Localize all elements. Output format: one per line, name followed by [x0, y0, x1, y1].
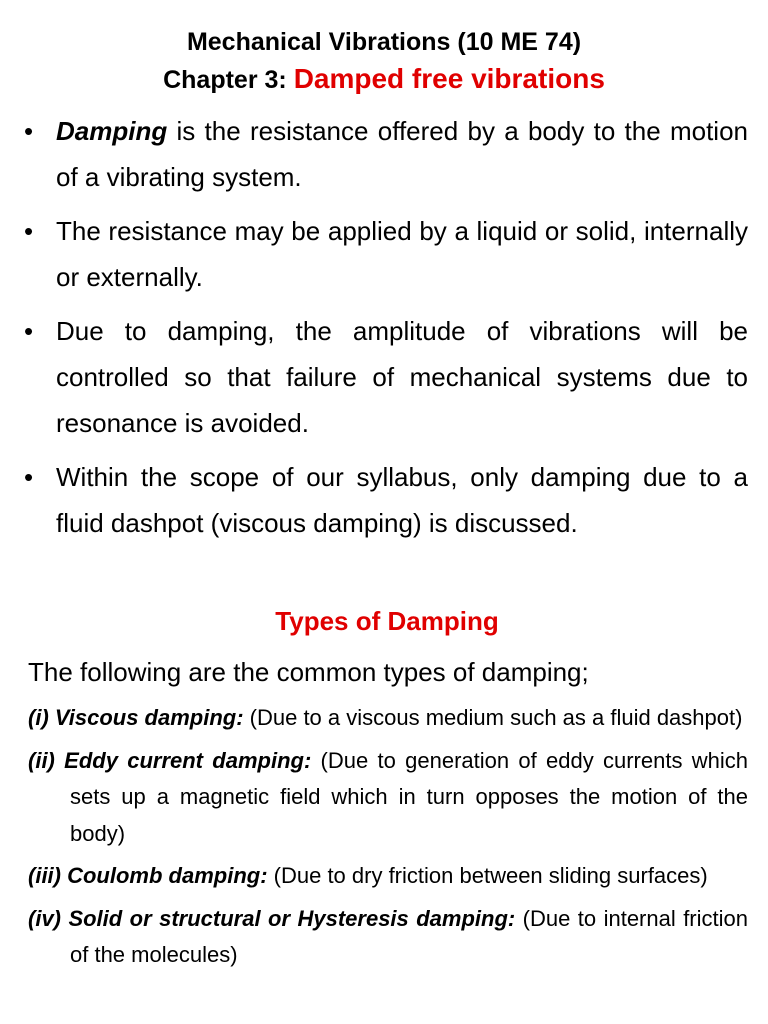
damping-type-coulomb — [28, 858, 748, 895]
bullet-item-syllabus-scope — [24, 454, 748, 546]
bullet-item-amplitude — [24, 308, 748, 446]
bullet-dot: • — [24, 116, 34, 146]
chapter-heading — [0, 62, 768, 97]
bullet-text: The resistance may be applied by a liquid or solid, internally or externally. — [56, 216, 748, 292]
bullet-text: Due to damping, the amplitude of vibrations will be controlled so that failure of mechanical systems due to resonance is avoided. — [56, 316, 748, 438]
bullet-text: Within the scope of our syllabus, only damping due to a fluid dashpot (viscous damping) is discussed. — [56, 462, 748, 538]
damping-type-label: (i) Viscous damping: — [28, 705, 244, 730]
damping-type-label: (iii) Coulomb damping: — [28, 863, 268, 888]
bullet-item-resistance — [24, 208, 748, 300]
section-intro: The following are the common types of damping; — [28, 657, 589, 687]
section-heading-types-of-damping: Types of Damping — [275, 606, 499, 636]
bullet-lead-term: Damping — [56, 116, 168, 146]
damping-type-viscous — [28, 700, 748, 737]
bullet-text: is the resistance offered by a body to the motion of a vibrating system. — [56, 116, 748, 192]
damping-type-eddy-current — [28, 743, 748, 853]
damping-type-text: (Due to dry friction between sliding surfaces) — [267, 863, 708, 888]
bullet-dot: • — [24, 216, 34, 246]
chapter-title: Damped free vibrations — [293, 63, 605, 94]
bullet-list — [24, 108, 748, 554]
course-title: Mechanical Vibrations (10 ME 74) — [186, 28, 582, 56]
bullet-dot: • — [24, 462, 34, 492]
damping-type-hysteresis — [28, 901, 748, 974]
bullet-dot: • — [24, 316, 34, 346]
damping-type-text: (Due to generation of eddy currents which sets up a magnetic field which in turn opposes the motion of the body) — [70, 747, 748, 846]
damping-type-text: (Due to internal friction of the molecules) — [70, 905, 748, 967]
damping-types-list — [28, 700, 748, 980]
damping-type-label: (iv) Solid or structural or Hysteresis damping: — [28, 905, 516, 931]
damping-type-text: (Due to a viscous medium such as a fluid dashpot) — [243, 705, 743, 730]
chapter-prefix: Chapter 3: — [163, 66, 287, 94]
damping-type-label: (ii) Eddy current damping: — [28, 747, 312, 773]
bullet-item-damping-definition — [24, 108, 748, 200]
